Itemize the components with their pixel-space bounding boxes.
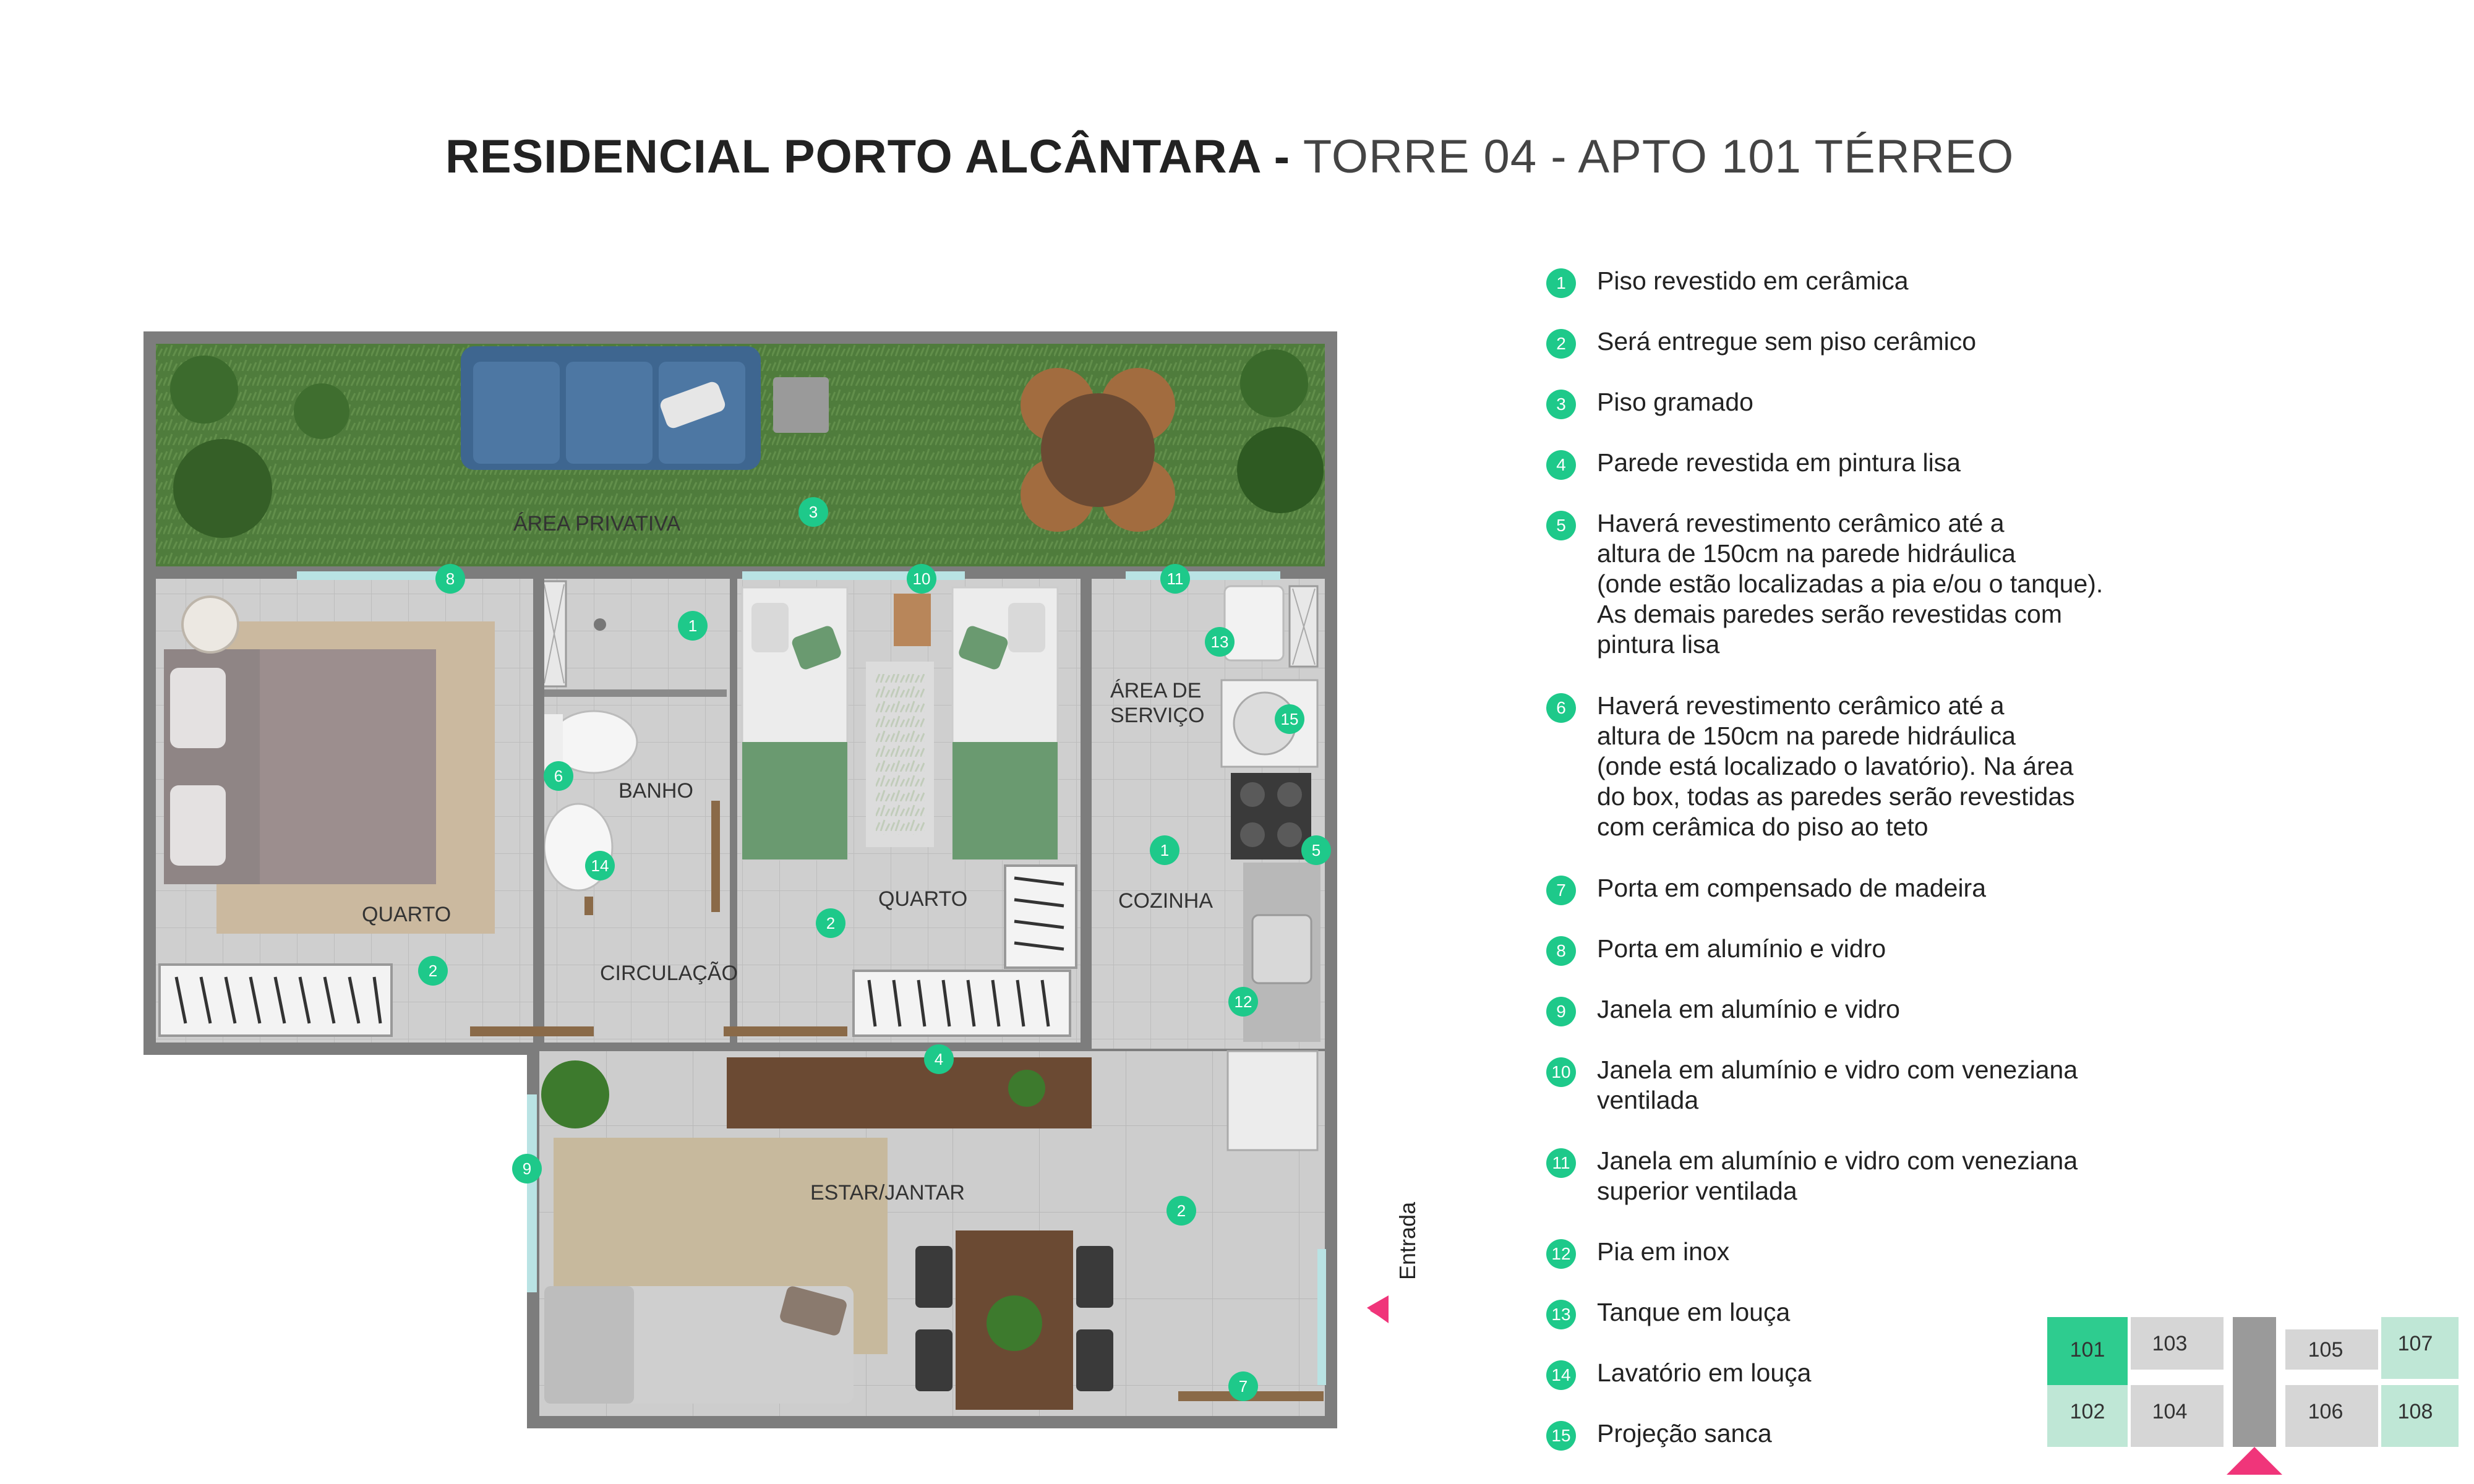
pin-1-kitchen <box>1150 835 1179 865</box>
pin-2-quarto-2 <box>816 908 845 938</box>
unit-label-102: 102 <box>2070 1400 2105 1423</box>
pin-4 <box>924 1044 954 1074</box>
pin-1 <box>678 611 708 641</box>
pin-14 <box>585 851 615 881</box>
legend-item-3 <box>1546 387 2215 419</box>
unit-map <box>2047 1317 2459 1475</box>
legend-item-8 <box>1546 934 2215 966</box>
svg-text:3: 3 <box>808 503 818 521</box>
svg-text:14: 14 <box>591 856 609 875</box>
svg-text:8: 8 <box>445 569 455 588</box>
legend-item-14 <box>1546 1358 2215 1390</box>
svg-text:2: 2 <box>826 914 836 932</box>
pin-5 <box>1301 835 1331 865</box>
side-table <box>773 377 829 433</box>
legend-num: 9 <box>1546 997 1576 1026</box>
legend-item-12 <box>1546 1237 2215 1269</box>
pin-2-quarto <box>418 956 448 986</box>
plant-icon <box>173 439 272 538</box>
svg-text:10: 10 <box>912 569 931 588</box>
legend-text: Janela em alumínio e vidro com veneziana superior ventilada <box>1597 1146 2078 1205</box>
unit-label-107: 107 <box>2397 1332 2433 1355</box>
legend-item-5 <box>1546 508 2215 660</box>
plant-icon <box>987 1295 1042 1351</box>
unit-label-104: 104 <box>2152 1400 2188 1423</box>
legend-text: Piso revestido em cerâmica <box>1597 267 1909 295</box>
chair <box>915 1246 952 1308</box>
unit-core <box>2233 1317 2276 1447</box>
lamp-icon <box>182 597 238 652</box>
legend-text: Janela em alumínio e vidro com veneziana ventilada <box>1597 1055 2078 1114</box>
legend-text: Porta em alumínio e vidro <box>1597 934 1886 963</box>
svg-text:4: 4 <box>934 1050 944 1068</box>
room-label-cozinha: COZINHA <box>1118 889 1213 913</box>
legend-num: 6 <box>1546 693 1576 723</box>
chair <box>915 1329 952 1391</box>
pin-2-estar <box>1166 1196 1196 1226</box>
legend-num: 10 <box>1546 1057 1576 1087</box>
legend-item-4 <box>1546 448 2215 480</box>
room-label-area-servico-2: SERVIÇO <box>1110 704 1205 727</box>
unit-label-103: 103 <box>2152 1332 2188 1355</box>
legend-item-1 <box>1546 266 2215 298</box>
legend-text: Janela em alumínio e vidro <box>1597 995 1900 1023</box>
svg-text:5: 5 <box>1311 841 1321 859</box>
window <box>297 571 452 580</box>
svg-text:12: 12 <box>1234 992 1252 1011</box>
svg-text:2: 2 <box>1176 1201 1186 1220</box>
room-label-estar-jantar: ESTAR/JANTAR <box>810 1181 965 1205</box>
pin-6 <box>544 761 573 791</box>
legend-num: 4 <box>1546 450 1576 480</box>
plant-icon <box>1240 349 1308 417</box>
svg-text:1: 1 <box>1160 841 1170 859</box>
legend-num: 8 <box>1546 936 1576 966</box>
legend-text: Parede revestida em pintura lisa <box>1597 448 1961 477</box>
room-label-area-privativa: ÁREA PRIVATIVA <box>513 512 681 535</box>
pin-11 <box>1160 564 1190 594</box>
wardrobe <box>854 971 1070 1036</box>
legend-item-15 <box>1546 1418 2215 1451</box>
sink-inox <box>1252 915 1311 983</box>
legend-text: Porta em compensado de madeira <box>1597 874 1987 902</box>
legend-text: Lavatório em louça <box>1597 1358 1812 1387</box>
pin-10 <box>907 564 936 594</box>
plant-icon <box>170 356 238 424</box>
nightstand <box>894 594 931 646</box>
legend-num: 2 <box>1546 329 1576 359</box>
unit-label-106: 106 <box>2308 1400 2343 1423</box>
plant-icon <box>294 383 349 439</box>
wardrobe <box>160 965 392 1036</box>
pin-9 <box>512 1154 542 1183</box>
svg-text:6: 6 <box>554 767 563 785</box>
room-label-area-servico-1: ÁREA DE <box>1110 679 1202 702</box>
legend-text: Projeção sanca <box>1597 1419 1772 1448</box>
legend-num: 1 <box>1546 268 1576 298</box>
svg-text:2: 2 <box>428 962 438 980</box>
door <box>470 1026 594 1036</box>
door <box>711 801 720 912</box>
chair <box>1076 1329 1113 1391</box>
window <box>1126 571 1280 580</box>
legend-item-6 <box>1546 691 2215 842</box>
legend-text: Tanque em louça <box>1597 1298 1791 1326</box>
room-label-banho: BANHO <box>618 779 693 803</box>
fridge <box>1228 1051 1317 1150</box>
door <box>724 1026 847 1036</box>
legend-item-11 <box>1546 1146 2215 1206</box>
legend-num: 11 <box>1546 1148 1576 1178</box>
svg-text:1: 1 <box>688 616 698 635</box>
pin-13 <box>1205 627 1235 657</box>
pin-12 <box>1228 987 1258 1017</box>
room-label-quarto-1: QUARTO <box>362 903 452 926</box>
legend-text: Haverá revestimento cerâmico até a altura de 150cm na parede hidráulica (onde está localizado o lavatório). Na área do box, todas as paredes serão revestidas com cerâmica do piso ao teto <box>1597 691 2075 841</box>
garden-table <box>1041 393 1155 507</box>
legend-text: Haverá revestimento cerâmico até a altura de 150cm na parede hidráulica (onde estão localizadas a pia e/ou o tanque). As demais paredes serão revestidas com pintura lisa <box>1597 509 2104 659</box>
legend-item-13 <box>1546 1297 2215 1329</box>
legend-item-7 <box>1546 873 2215 905</box>
legend-item-2 <box>1546 326 2215 359</box>
window <box>527 1094 537 1292</box>
legend-text: Pia em inox <box>1597 1237 1730 1266</box>
unit-label-105: 105 <box>2308 1338 2343 1362</box>
legend-num: 14 <box>1546 1360 1576 1390</box>
pin-3 <box>798 497 828 527</box>
legend-num: 5 <box>1546 511 1576 540</box>
pin-8 <box>435 564 465 594</box>
title-bold: RESIDENCIAL PORTO ALCÂNTARA - <box>445 130 1291 183</box>
svg-text:13: 13 <box>1210 633 1229 651</box>
plant-icon <box>541 1060 609 1128</box>
entry-label: Entrada <box>1395 1201 1420 1280</box>
legend-text: Piso gramado <box>1597 388 1753 416</box>
chair <box>1076 1246 1113 1308</box>
entry-marker-icon <box>2227 1447 2282 1475</box>
pin-7 <box>1228 1371 1258 1401</box>
legend-item-10 <box>1546 1055 2215 1115</box>
laundry-tank <box>1225 586 1283 660</box>
window <box>1317 1249 1326 1385</box>
stove <box>1231 773 1311 859</box>
door <box>584 897 593 915</box>
legend-text: Será entregue sem piso cerâmico <box>1597 327 1977 356</box>
plant-icon <box>1008 1070 1045 1107</box>
legend-num: 13 <box>1546 1300 1576 1329</box>
legend-num: 3 <box>1546 390 1576 419</box>
room-label-quarto-2: QUARTO <box>878 887 968 911</box>
room-label-circulacao: CIRCULAÇÃO <box>600 962 738 985</box>
plant-icon <box>1237 427 1324 513</box>
pin-15 <box>1275 704 1304 734</box>
unit-label-108: 108 <box>2397 1400 2433 1423</box>
legend-num: 7 <box>1546 876 1576 905</box>
svg-text:15: 15 <box>1280 710 1299 728</box>
title-light: TORRE 04 - APTO 101 TÉRREO <box>1303 130 2014 183</box>
legend-num: 15 <box>1546 1421 1576 1451</box>
svg-text:7: 7 <box>1238 1377 1248 1396</box>
svg-text:11: 11 <box>1166 569 1184 588</box>
legend-num: 12 <box>1546 1239 1576 1269</box>
unit-label-101: 101 <box>2070 1338 2105 1362</box>
legend-item-9 <box>1546 994 2215 1026</box>
svg-text:9: 9 <box>522 1159 532 1178</box>
